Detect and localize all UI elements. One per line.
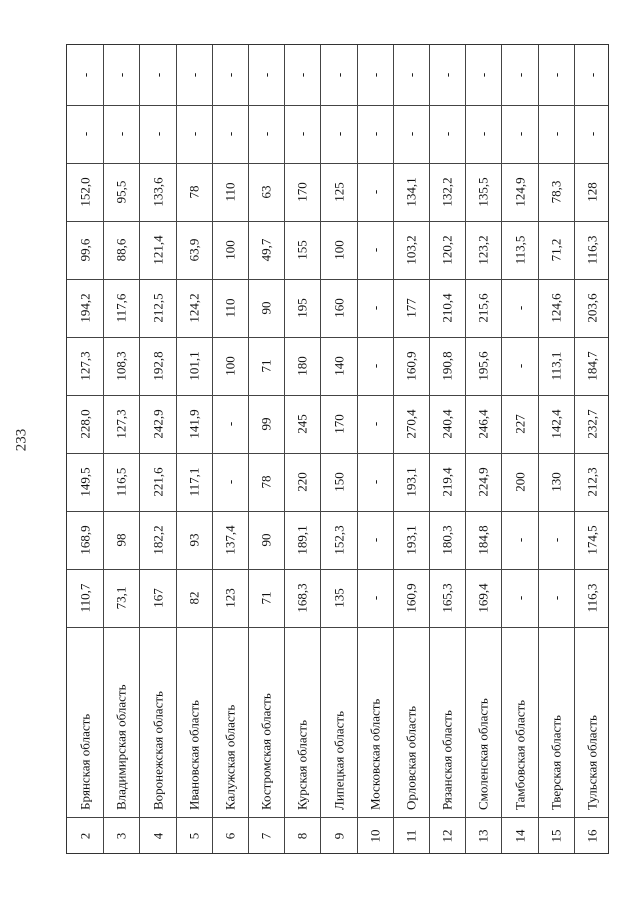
row-number: 3 [113,832,129,840]
region-name: Владимирская область [113,684,129,810]
row-divider [320,45,321,853]
value-cell: 124,9 [512,177,527,207]
value-cell: 180,3 [439,525,455,555]
value-cell: - [186,72,202,78]
value-cell: 160,9 [403,351,419,381]
row-divider [284,45,285,853]
value-cell: - [584,72,600,78]
region-name: Воронежская область [150,691,165,810]
region-name: Тамбовская область [512,699,527,810]
value-cell: 108,3 [113,351,129,381]
value-cell: - [367,363,383,369]
value-cell: - [367,131,383,137]
value-cell: 127,3 [77,351,93,381]
value-cell: - [186,131,202,137]
data-table [66,44,609,854]
value-cell: 228,0 [77,409,93,439]
value-cell: 73,1 [113,586,129,610]
value-cell: 99 [258,417,274,431]
value-cell: 220 [294,472,310,492]
row-divider [429,45,430,853]
value-cell: 193,1 [403,525,419,555]
region-name: Московская область [367,698,383,810]
value-cell: - [258,72,274,78]
region-name: Орловская область [403,705,419,810]
value-cell: 90 [258,301,274,315]
value-cell: 71,2 [548,238,564,262]
row-number: 5 [186,832,202,840]
value-cell: 49,7 [258,238,274,262]
value-cell: 124,2 [186,293,202,323]
value-cell: - [331,131,346,137]
column-divider [67,569,608,570]
region-name: Калужская область [222,704,238,810]
value-cell: 113,5 [512,235,527,265]
value-cell: - [548,131,564,137]
value-cell: 123,2 [475,235,491,265]
row-divider [248,45,249,853]
value-cell: - [367,305,383,311]
value-cell: - [584,131,600,137]
value-cell: - [403,131,419,137]
row-number: 12 [439,829,455,843]
value-cell: 142,4 [548,409,564,439]
value-cell: 124,6 [548,293,564,323]
value-cell: 117,1 [186,467,202,497]
value-cell: 100 [222,240,238,260]
value-cell: - [367,595,383,601]
value-cell: - [475,131,491,137]
value-cell: 149,5 [77,467,93,497]
value-cell: 71 [258,591,274,605]
region-name: Брянская область [77,713,93,810]
value-cell: 215,6 [475,293,491,323]
value-cell: 174,5 [584,525,600,555]
value-cell: - [367,537,383,543]
row-number: 15 [548,829,564,843]
value-cell: 232,7 [584,409,600,439]
value-cell: - [367,421,383,427]
value-cell: 203,6 [584,293,600,323]
value-cell: 165,3 [439,583,455,613]
value-cell: 141,9 [186,409,202,439]
row-number: 4 [150,832,165,840]
value-cell: 180 [294,356,310,376]
value-cell: 182,2 [150,525,165,555]
value-cell: - [222,72,238,78]
region-name: Костромская область [258,693,274,810]
value-cell: 242,9 [150,409,165,439]
value-cell: 110 [222,298,238,318]
value-cell: 160 [331,298,346,318]
value-cell: 152,3 [331,525,346,555]
value-cell: 116,5 [113,467,129,497]
value-cell: 155 [294,240,310,260]
value-cell: - [222,131,238,137]
value-cell: - [77,72,93,78]
value-cell: 195 [294,298,310,318]
value-cell: 110,7 [77,583,93,613]
value-cell: 193,1 [403,467,419,497]
value-cell: 133,6 [150,177,165,207]
value-cell: 135,5 [475,177,491,207]
value-cell: - [113,131,129,137]
value-cell: 100 [222,356,238,376]
column-divider [67,627,608,628]
value-cell: - [512,363,527,369]
value-cell: 132,2 [439,177,455,207]
value-cell: 121,4 [150,235,165,265]
column-divider [67,163,608,164]
row-number: 2 [77,832,93,840]
region-name: Ивановская область [186,700,202,810]
value-cell: 168,9 [77,525,93,555]
value-cell: - [331,72,346,78]
value-cell: - [294,72,310,78]
value-cell: 140 [331,356,346,376]
row-number: 16 [584,829,600,843]
value-cell: 63 [258,185,274,199]
value-cell: - [367,247,383,253]
region-name: Курская область [294,719,310,810]
value-cell: 110 [222,182,238,202]
row-divider [465,45,466,853]
value-cell: 219,4 [439,467,455,497]
value-cell: 120,2 [439,235,455,265]
value-cell: - [512,72,527,78]
row-number: 10 [367,829,383,843]
value-cell: - [222,479,238,485]
value-cell: 190,8 [439,351,455,381]
row-divider [501,45,502,853]
value-cell: 245 [294,414,310,434]
value-cell: 117,6 [113,293,129,323]
row-divider [393,45,394,853]
value-cell: 130 [548,472,564,492]
value-cell: 82 [186,591,202,605]
row-number: 8 [294,832,310,840]
column-divider [67,221,608,222]
page-number: 233 [13,428,30,452]
value-cell: 135 [331,588,346,608]
value-cell: - [367,72,383,78]
value-cell: 210,4 [439,293,455,323]
value-cell: 200 [512,472,527,492]
row-divider [103,45,104,853]
value-cell: 101,1 [186,351,202,381]
value-cell: 125 [331,182,346,202]
column-divider [67,395,608,396]
row-divider [574,45,575,853]
value-cell: 93 [186,533,202,547]
value-cell: 71 [258,359,274,373]
value-cell: - [475,72,491,78]
value-cell: 224,9 [475,467,491,497]
value-cell: - [439,131,455,137]
value-cell: - [548,537,564,543]
value-cell: 192,8 [150,351,165,381]
value-cell: 160,9 [403,583,419,613]
value-cell: 78,3 [548,180,564,204]
value-cell: 63,9 [186,238,202,262]
column-divider [67,817,608,818]
value-cell: - [403,72,419,78]
value-cell: 103,2 [403,235,419,265]
row-divider [357,45,358,853]
value-cell: 184,8 [475,525,491,555]
value-cell: 116,3 [584,235,600,265]
region-name: Тверская область [548,715,564,810]
column-divider [67,511,608,512]
region-name: Тульская область [584,715,600,810]
value-cell: - [548,72,564,78]
row-divider [176,45,177,853]
value-cell: 95,5 [113,180,129,204]
value-cell: 116,3 [584,583,600,613]
value-cell: 137,4 [222,525,238,555]
value-cell: - [222,421,238,427]
value-cell: 194,2 [77,293,93,323]
value-cell: - [512,595,527,601]
value-cell: 127,3 [113,409,129,439]
value-cell: 168,3 [294,583,310,613]
column-divider [67,279,608,280]
column-divider [67,337,608,338]
value-cell: - [512,305,527,311]
value-cell: 240,4 [439,409,455,439]
value-cell: - [258,131,274,137]
row-number: 9 [331,832,346,840]
value-cell: 212,3 [584,467,600,497]
region-name: Рязанская область [439,710,455,810]
value-cell: 170 [331,414,346,434]
row-divider [538,45,539,853]
column-divider [67,453,608,454]
value-cell: 170 [294,182,310,202]
row-number: 6 [222,832,238,840]
row-divider [212,45,213,853]
value-cell: 150 [331,472,346,492]
value-cell: - [294,131,310,137]
row-divider [139,45,140,853]
value-cell: 128 [584,182,600,202]
column-divider [67,105,608,106]
region-name: Липецкая область [331,710,346,810]
value-cell: 134,1 [403,177,419,207]
value-cell: 184,7 [584,351,600,381]
value-cell: 270,4 [403,409,419,439]
value-cell: 78 [258,475,274,489]
value-cell: 100 [331,240,346,260]
value-cell: 167 [150,588,165,608]
value-cell: 88,6 [113,238,129,262]
value-cell: 123 [222,588,238,608]
value-cell: 177 [403,298,419,318]
value-cell: 246,4 [475,409,491,439]
value-cell: - [77,131,93,137]
value-cell: 98 [113,533,129,547]
value-cell: 195,6 [475,351,491,381]
value-cell: 189,1 [294,525,310,555]
row-number: 7 [258,832,274,840]
value-cell: - [367,189,383,195]
value-cell: - [113,72,129,78]
value-cell: - [512,131,527,137]
value-cell: - [439,72,455,78]
row-number: 14 [512,829,527,843]
value-cell: 90 [258,533,274,547]
value-cell: 227 [512,414,527,434]
value-cell: 221,6 [150,467,165,497]
value-cell: 169,4 [475,583,491,613]
value-cell: 99,6 [77,238,93,262]
row-number: 13 [475,829,491,843]
value-cell: - [150,72,165,78]
value-cell: 78 [186,185,202,199]
value-cell: 113,1 [548,351,564,381]
region-name: Смоленская область [475,698,491,810]
row-number: 11 [403,829,419,843]
value-cell: - [512,537,527,543]
value-cell: 152,0 [77,177,93,207]
value-cell: 212,5 [150,293,165,323]
value-cell: - [548,595,564,601]
value-cell: - [150,131,165,137]
value-cell: - [367,479,383,485]
